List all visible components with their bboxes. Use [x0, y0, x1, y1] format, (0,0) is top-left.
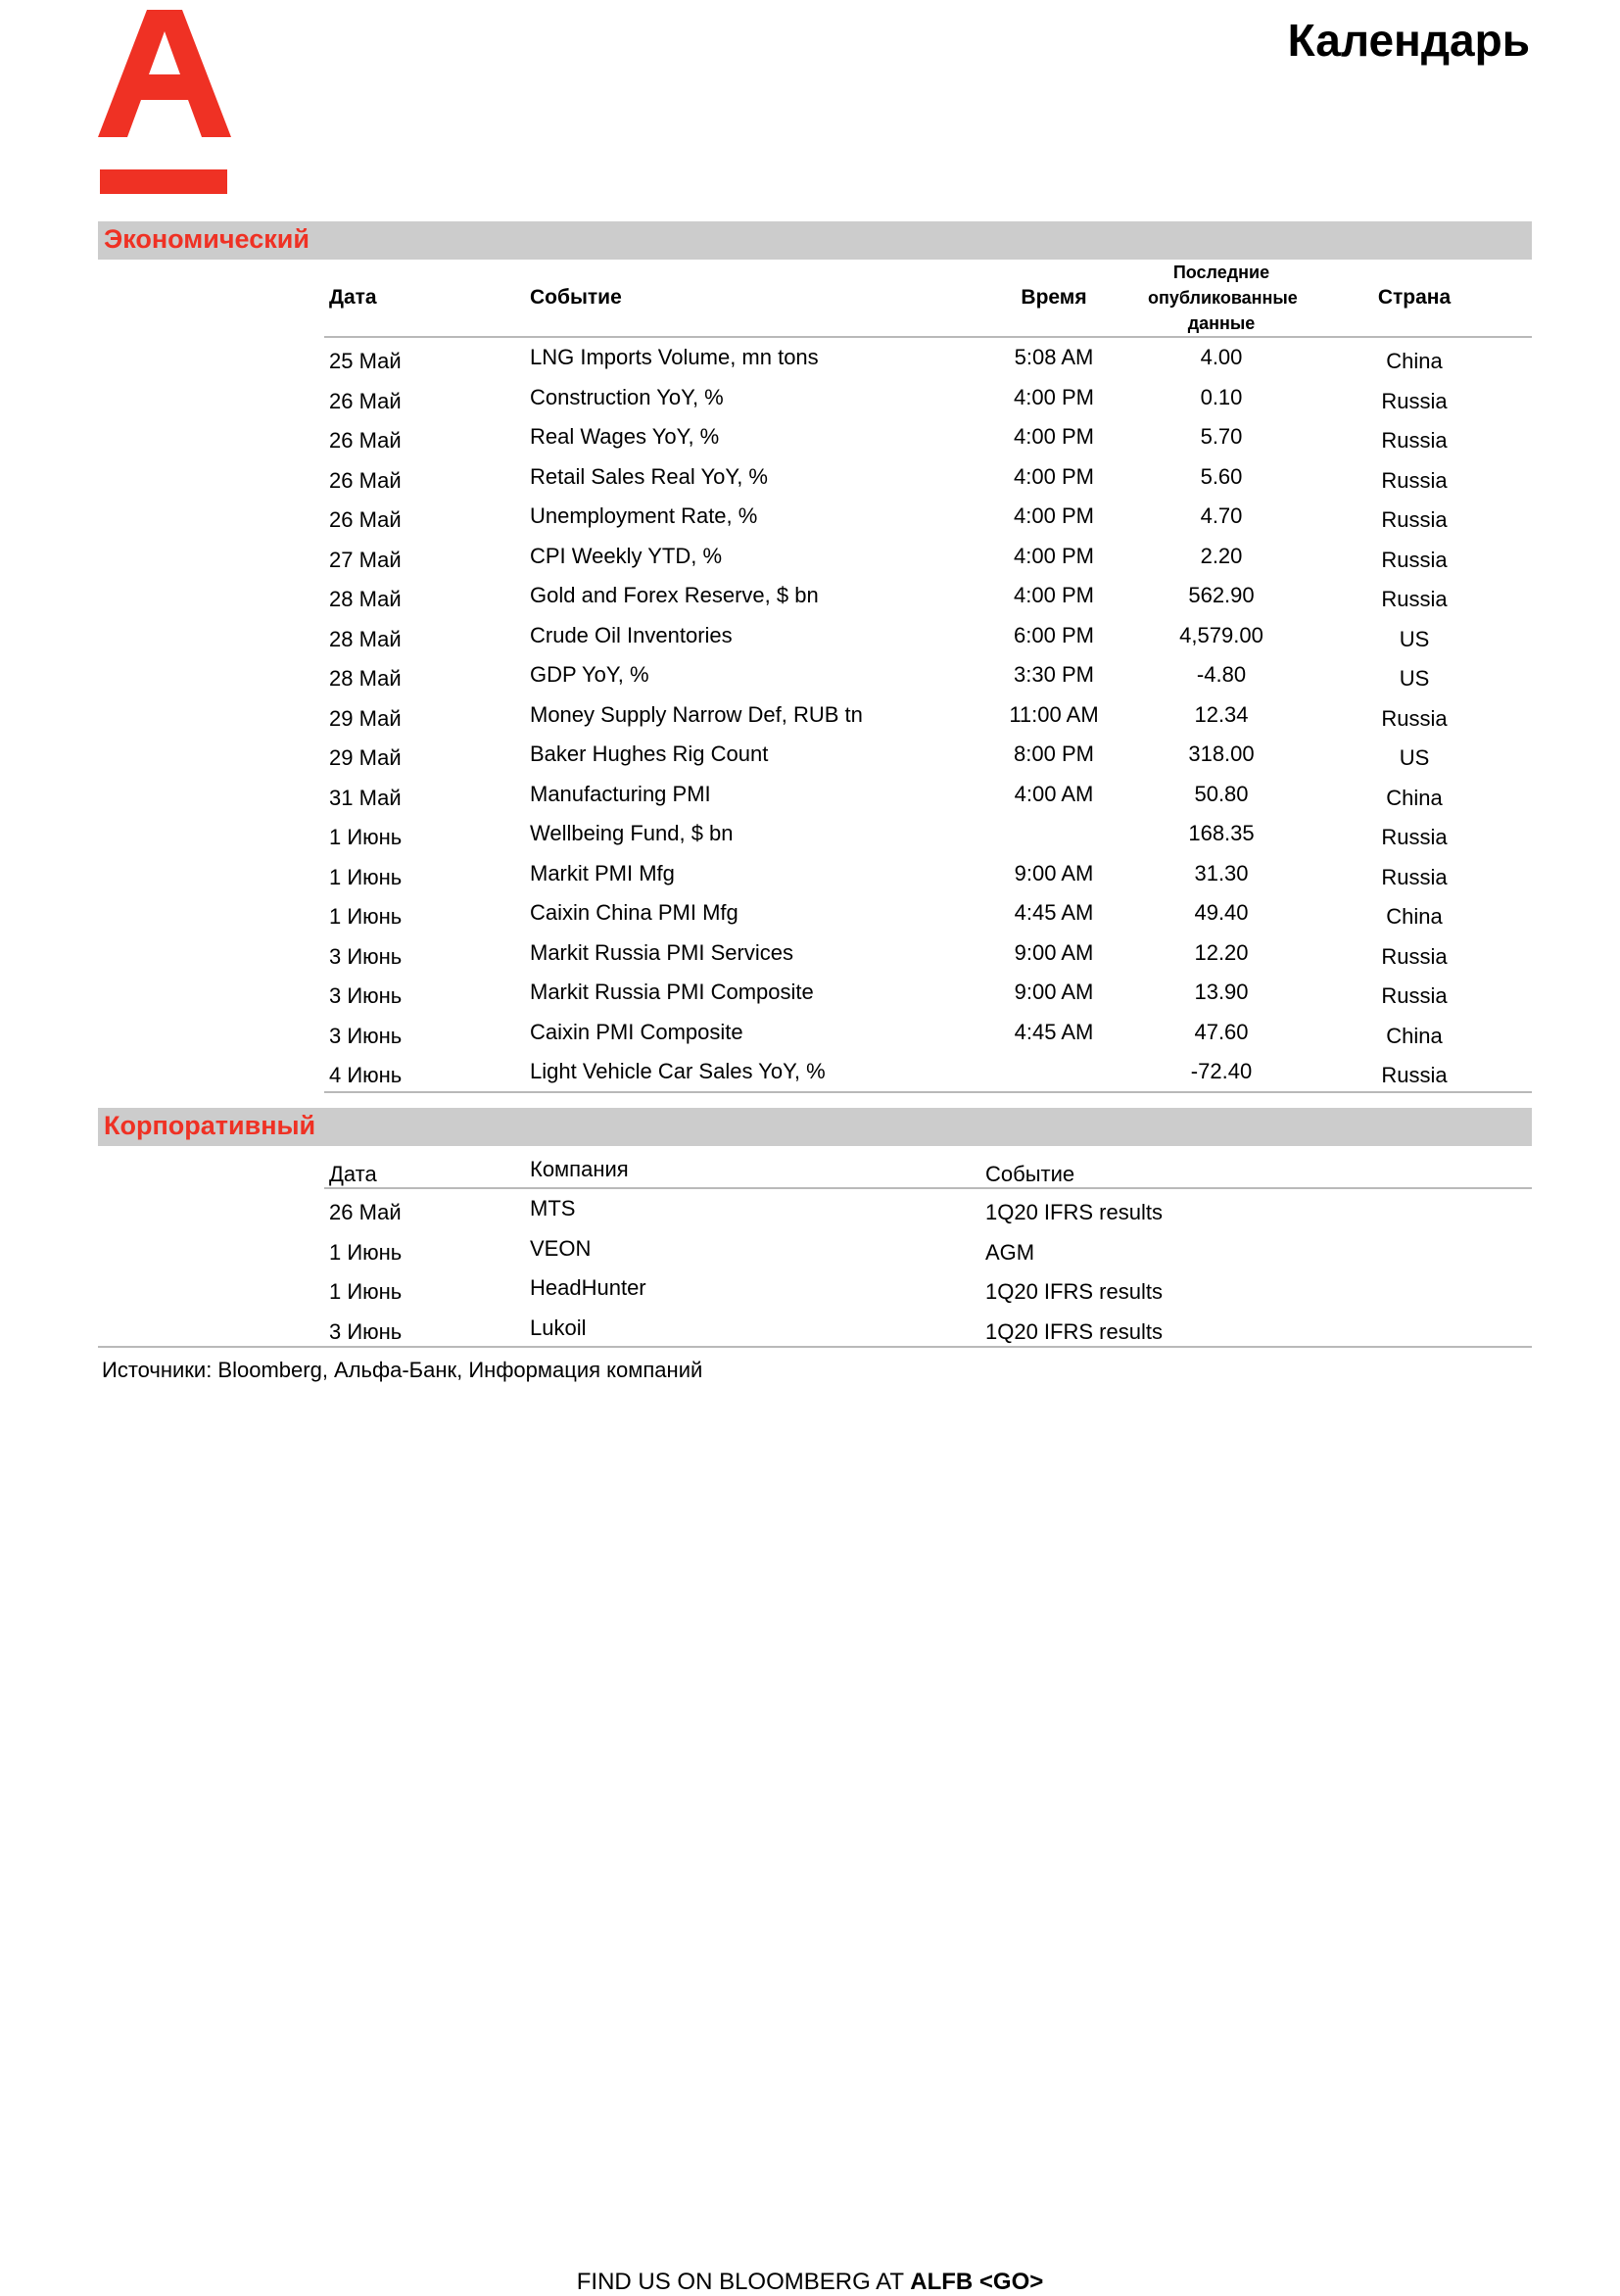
corporate-row [324, 1268, 1532, 1309]
row-last-value: 318.00 [1188, 741, 1255, 766]
row-time: 4:00 AM [1014, 781, 1094, 806]
corporate-section-title: Корпоративный [104, 1111, 316, 1140]
footer [0, 2269, 1620, 2296]
row-time: 3:30 PM [1014, 662, 1094, 687]
economic-row [324, 1052, 1532, 1092]
row-country: Russia [1381, 825, 1448, 849]
economic-row [324, 814, 1532, 854]
row-event: Caixin PMI Composite [530, 1019, 743, 1044]
row-time: 5:08 AM [1014, 345, 1094, 369]
row-country: Russia [1381, 943, 1448, 969]
economic-section-title: Экономический [104, 224, 310, 254]
row-time: 4:00 PM [1014, 583, 1094, 607]
row-last-value: 49.40 [1194, 900, 1249, 925]
row-date: 1 Июнь [329, 904, 403, 929]
row-last-value: 0.10 [1200, 384, 1243, 409]
corporate-table-body [324, 1189, 1532, 1348]
corp-row-company: HeadHunter [530, 1275, 646, 1300]
economic-section-bar [98, 221, 1532, 260]
row-country: Russia [1381, 1063, 1448, 1087]
footer-prefix: FIND US ON BLOOMBERG AT [576, 2269, 911, 2295]
row-event: LNG Imports Volume, mn tons [530, 345, 819, 369]
alfa-bank-logo [98, 10, 231, 196]
row-last-value: 50.80 [1194, 781, 1249, 806]
row-event: Manufacturing PMI [530, 781, 711, 806]
row-last-value: 12.20 [1194, 939, 1249, 965]
row-time: 9:00 AM [1014, 860, 1094, 885]
corporate-row [324, 1229, 1532, 1269]
row-event: Markit PMI Mfg [530, 860, 675, 885]
row-date: 26 Май [329, 428, 402, 453]
row-country: Russia [1381, 467, 1448, 493]
row-event: Gold and Forex Reserve, $ bn [530, 583, 819, 607]
row-last-value: 13.90 [1194, 980, 1249, 1004]
row-last-value: 12.34 [1194, 701, 1249, 727]
row-date: 28 Май [329, 666, 402, 691]
row-country: China [1386, 349, 1443, 373]
economic-row [324, 338, 1532, 378]
row-last-value: 2.20 [1200, 543, 1243, 568]
row-country: China [1386, 785, 1443, 810]
row-event: Light Vehicle Car Sales YoY, % [530, 1059, 826, 1083]
col-last-header-line3: данные [1187, 313, 1256, 333]
economic-table-header [324, 260, 1532, 338]
col-last-header-line1: Последние [1172, 263, 1270, 282]
row-last-value: 5.70 [1200, 424, 1243, 449]
economic-row [324, 695, 1532, 736]
row-last-value: 4,579.00 [1179, 622, 1263, 647]
row-country: US [1399, 626, 1430, 651]
row-time: 4:45 AM [1014, 900, 1094, 925]
row-country: China [1386, 904, 1443, 929]
row-event: Wellbeing Fund, $ bn [530, 821, 734, 845]
row-date: 27 Май [329, 547, 402, 572]
economic-row [324, 893, 1532, 933]
row-event: Baker Hughes Rig Count [530, 741, 769, 766]
row-date: 1 Июнь [329, 864, 403, 889]
economic-row [324, 775, 1532, 815]
row-country: US [1399, 745, 1430, 770]
row-country: Russia [1381, 388, 1448, 413]
row-date: 1 Июнь [329, 825, 403, 849]
row-last-value: 31.30 [1194, 860, 1249, 885]
row-last-value: -4.80 [1196, 662, 1247, 687]
economic-row [324, 378, 1532, 418]
row-date: 3 Июнь [329, 1023, 403, 1048]
corp-col-date-header: Дата [329, 1162, 377, 1186]
corp-row-date: 1 Июнь [329, 1239, 403, 1265]
row-last-value: 47.60 [1194, 1019, 1249, 1044]
row-time: 6:00 PM [1014, 622, 1094, 647]
economic-row [324, 417, 1532, 457]
corp-row-event: AGM [985, 1239, 1035, 1265]
col-event-header: Событие [530, 286, 622, 309]
corp-row-event: 1Q20 IFRS results [985, 1318, 1163, 1344]
row-date: 26 Май [329, 507, 402, 532]
page-title: Календарь [1287, 15, 1530, 66]
corporate-table-header [324, 1148, 1532, 1189]
economic-row [324, 1013, 1532, 1053]
economic-row [324, 854, 1532, 894]
row-last-value: -72.40 [1190, 1059, 1253, 1083]
row-date: 25 Май [329, 349, 402, 373]
row-event: CPI Weekly YTD, % [530, 543, 723, 568]
economic-row [324, 576, 1532, 616]
row-event: Markit Russia PMI Services [530, 939, 793, 965]
economic-row [324, 655, 1532, 695]
economic-row [324, 497, 1532, 537]
corp-row-company: Lukoil [530, 1315, 587, 1340]
row-time: 4:00 PM [1014, 543, 1094, 568]
row-date: 28 Май [329, 587, 402, 611]
col-last-header-line2: опубликованные [1148, 288, 1298, 308]
row-date: 26 Май [329, 388, 402, 413]
economic-row [324, 457, 1532, 498]
row-country: US [1399, 666, 1430, 691]
row-time: 4:00 PM [1014, 384, 1094, 409]
economic-row [324, 973, 1532, 1013]
row-last-value: 5.60 [1200, 463, 1243, 489]
corp-row-company: MTS [530, 1196, 576, 1220]
row-country: Russia [1381, 428, 1448, 453]
row-date: 29 Май [329, 745, 402, 770]
corporate-row [324, 1309, 1532, 1349]
corp-row-date: 26 Май [329, 1200, 402, 1224]
economic-row [324, 933, 1532, 974]
row-last-value: 4.00 [1200, 345, 1243, 369]
corporate-section-bar [98, 1108, 1532, 1146]
row-country: Russia [1381, 864, 1448, 889]
corp-row-date: 3 Июнь [329, 1318, 403, 1344]
row-time: 9:00 AM [1014, 980, 1094, 1004]
corp-row-event: 1Q20 IFRS results [985, 1200, 1163, 1224]
row-date: 26 Май [329, 467, 402, 493]
row-country: Russia [1381, 587, 1448, 611]
economic-row [324, 616, 1532, 656]
row-event: Crude Oil Inventories [530, 622, 733, 647]
corp-row-event: 1Q20 IFRS results [985, 1279, 1163, 1304]
economic-row [324, 735, 1532, 775]
row-date: 29 Май [329, 705, 402, 731]
row-country: Russia [1381, 983, 1448, 1008]
row-event: GDP YoY, % [530, 662, 649, 687]
row-country: China [1386, 1023, 1443, 1048]
row-date: 3 Июнь [329, 983, 403, 1008]
economic-table-body [324, 338, 1532, 1092]
row-event: Money Supply Narrow Def, RUB tn [530, 701, 863, 727]
row-time: 4:00 PM [1014, 424, 1094, 449]
row-last-value: 168.35 [1188, 821, 1255, 845]
row-time: 4:00 PM [1014, 463, 1094, 489]
row-event: Construction YoY, % [530, 384, 724, 409]
row-time: 8:00 PM [1014, 741, 1094, 766]
row-event: Real Wages YoY, % [530, 424, 720, 449]
row-time: 4:45 AM [1014, 1019, 1094, 1044]
corporate-table-bottom-rule [98, 1346, 1532, 1348]
corporate-row [324, 1189, 1532, 1229]
row-country: Russia [1381, 507, 1448, 532]
row-country: Russia [1381, 705, 1448, 731]
row-date: 28 Май [329, 626, 402, 651]
sources-note: Источники: Bloomberg, Альфа-Банк, Информация компаний [102, 1358, 703, 1382]
row-date: 3 Июнь [329, 943, 403, 969]
row-time: 11:00 AM [1009, 701, 1099, 727]
row-time: 9:00 AM [1014, 939, 1094, 965]
footer-ticker: ALFB <GO> [910, 2269, 1044, 2295]
economic-table-bottom-rule [324, 1091, 1532, 1093]
row-event: Retail Sales Real YoY, % [530, 463, 768, 489]
row-event: Unemployment Rate, % [530, 503, 758, 528]
row-last-value: 562.90 [1188, 583, 1255, 607]
col-last-header [1148, 260, 1298, 336]
corp-col-event-header: Событие [985, 1162, 1075, 1186]
corp-row-date: 1 Июнь [329, 1279, 403, 1304]
row-event: Caixin China PMI Mfg [530, 900, 739, 925]
row-time: 4:00 PM [1014, 503, 1094, 528]
row-event: Markit Russia PMI Composite [530, 980, 814, 1004]
row-country: Russia [1381, 547, 1448, 572]
row-date: 31 Май [329, 785, 402, 810]
col-time-header: Время [1021, 286, 1087, 309]
col-date-header: Дата [329, 286, 377, 309]
col-country-header: Страна [1377, 286, 1452, 309]
row-date: 4 Июнь [329, 1063, 403, 1087]
economic-row [324, 537, 1532, 577]
corp-col-company-header: Компания [530, 1157, 629, 1181]
corp-row-company: VEON [530, 1235, 592, 1261]
row-last-value: 4.70 [1200, 503, 1243, 528]
